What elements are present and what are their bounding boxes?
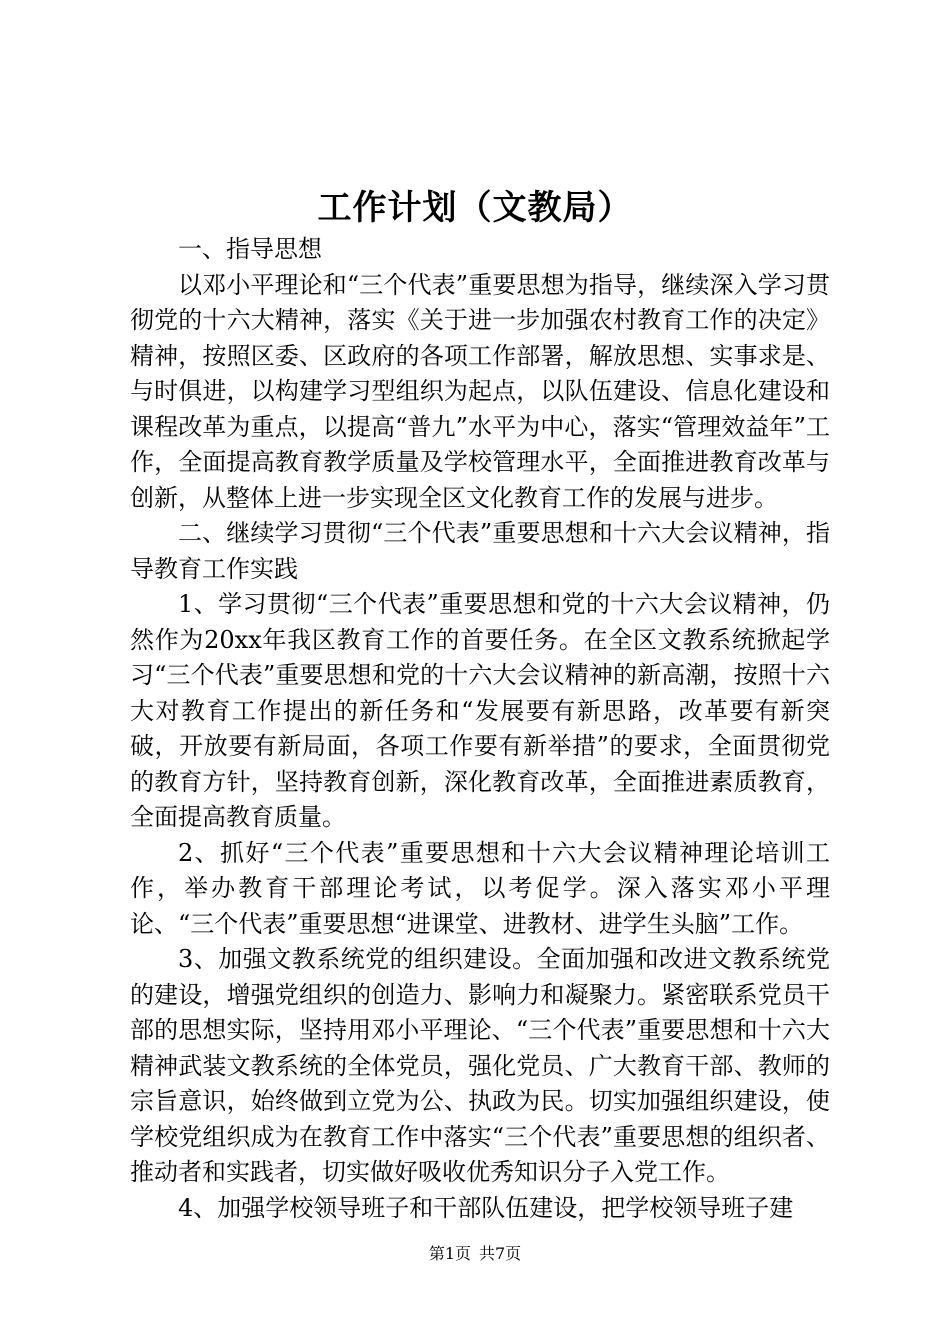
body-paragraph: 3、加强文教系统党的组织建设。全面加强和改进文教系统党的建设，增强党组织的创造力、影响力和凝聚力。紧密联系党员干部的思想实际，坚持用邓小平理论、“三个代表”重要思想和十六大精神武装文教系统的全体党员，强化党员、广大教育干部、教师的宗旨意识，始终做到立党为公、执政为民。切实加强组织建设，使学校党组织成为在教育工作中落实“三个代表”重要思想的组织者、推动者和实践者，切实做好吸收优秀知识分子入党工作。: [130, 945, 830, 1186]
section-heading-guiding-thought: 一、指导思想: [178, 235, 322, 263]
page-number: 第1页: [428, 1244, 471, 1263]
body-paragraph: 1、学习贯彻“三个代表”重要思想和党的十六大会议精神，仍然作为20xx年我区教育工作的首要任务。在全区文教系统掀起学习“三个代表”重要思想和党的十六大会议精神的新高潮，按照十六大对教育工作提出的新任务和“发展要有新思路，改革要有新突破，开放要有新局面，各项工作要有新举措”的要求，全面贯彻党的教育方针，坚持教育创新，深化教育改革，全面推进素质教育，全面提高教育质量。: [130, 590, 830, 831]
page-total: 共7页: [479, 1244, 522, 1263]
body-paragraph: 以邓小平理论和“三个代表”重要思想为指导，继续深入学习贯彻党的十六大精神，落实《关于进一步加强农村教育工作的决定》精神，按照区委、区政府的各项工作部署，解放思想、实事求是、与时俱进，以构建学习型组织为起点，以队伍建设、信息化建设和课程改革为重点，以提高“普九”水平为中心，落实“管理效益年”工作，全面提高教育教学质量及学校管理水平，全面推进教育改革与创新，从整体上进一步实现全区文化教育工作的发展与进步。: [130, 270, 830, 512]
body-paragraph: 2、抓好“三个代表”重要思想和十六大会议精神理论培训工作，举办教育干部理论考试，以考促学。深入落实邓小平理论、“三个代表”重要思想“进课堂、进教材、进学生头脑”工作。: [130, 838, 830, 938]
body-paragraph: 4、加强学校领导班子和干部队伍建设，把学校领导班子建: [178, 1193, 794, 1222]
section-heading-study: 二、继续学习贯彻“三个代表”重要思想和十六大会议精神，指导教育工作实践: [130, 519, 830, 583]
document-body: [130, 232, 830, 1226]
page-footer: [0, 1244, 950, 1264]
document-title: 工作计划（文教局）: [317, 188, 633, 228]
